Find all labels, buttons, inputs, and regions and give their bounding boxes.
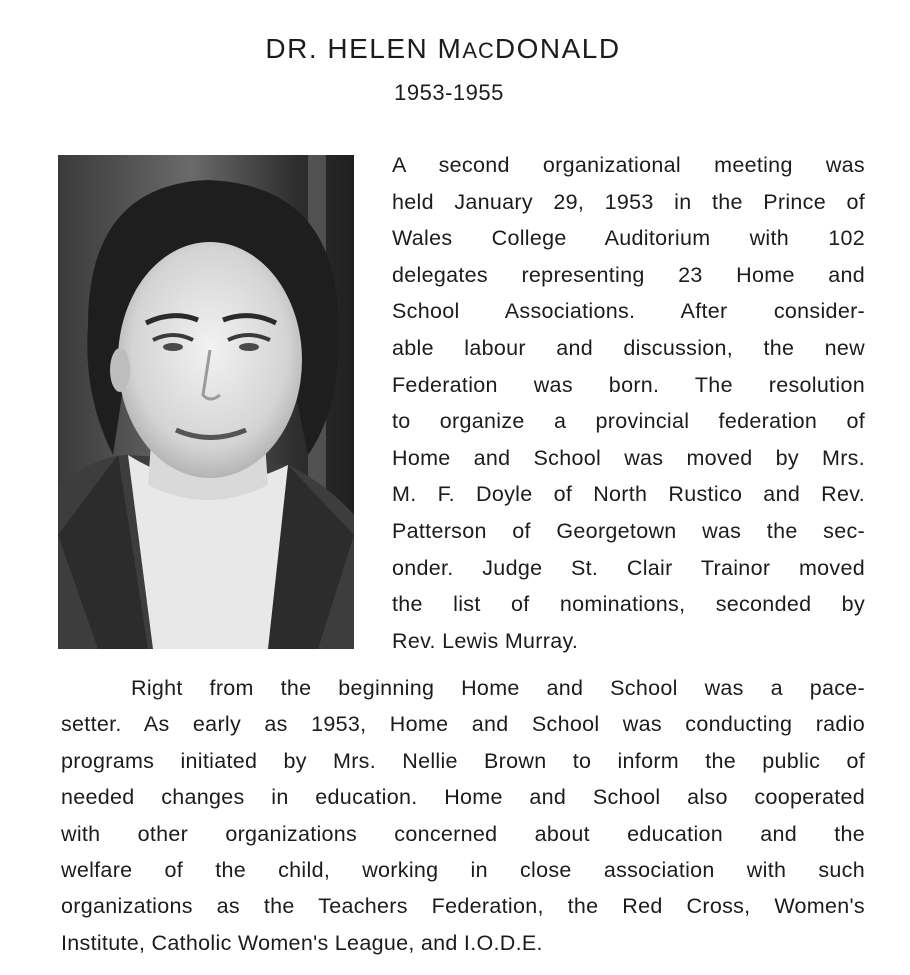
- text-line: able labour and discussion, the new: [392, 335, 865, 360]
- text-line: needed changes in education. Home and School also cooperated: [61, 785, 865, 810]
- title-prefix: DR. HELEN M: [265, 33, 463, 64]
- text-line: to organize a provincial federation of: [392, 409, 865, 434]
- text-line: Institute, Catholic Women's League, and I.O.D.E.: [61, 930, 543, 955]
- text-line: Federation was born. The resolution: [392, 372, 865, 397]
- text-line: Home and School was moved by Mrs.: [392, 445, 865, 470]
- text-line: Rev. Lewis Murray.: [392, 628, 579, 653]
- text-line: M. F. Doyle of North Rustico and Rev.: [392, 482, 865, 507]
- text-line: organizations as the Teachers Federation, the Red Cross, Women's: [61, 894, 865, 919]
- text-line: Patterson of Georgetown was the sec-: [392, 518, 865, 543]
- body-paragraph: [61, 670, 865, 961]
- intro-column: [392, 147, 865, 659]
- title-small-caps: AC: [462, 38, 495, 63]
- title-suffix: DONALD: [494, 33, 621, 64]
- text-line: setter. As early as 1953, Home and School was conducting radio: [61, 712, 865, 737]
- text-line: welfare of the child, working in close association with such: [61, 857, 865, 882]
- text-line: delegates representing 23 Home and: [392, 262, 865, 287]
- text-line: onder. Judge St. Clair Trainor moved: [392, 555, 865, 580]
- text-line: School Associations. After consider-: [392, 299, 865, 324]
- text-line: A second organizational meeting was: [392, 153, 865, 177]
- page-title: [0, 32, 886, 68]
- face-shape: [118, 242, 302, 478]
- text-line: the list of nominations, seconded by: [392, 592, 865, 617]
- term-years: 1953-1955: [394, 80, 504, 105]
- portrait-illustration: [58, 155, 354, 649]
- text-line: Right from the beginning Home and School was a pace-: [131, 676, 865, 700]
- text-line: with other organizations concerned about education and the: [61, 821, 865, 846]
- text-line: programs initiated by Mrs. Nellie Brown to inform the public of: [61, 748, 865, 773]
- text-line: held January 29, 1953 in the Prince of: [392, 189, 865, 214]
- text-line: Wales College Auditorium with 102: [392, 226, 865, 251]
- portrait-photo: [58, 155, 354, 649]
